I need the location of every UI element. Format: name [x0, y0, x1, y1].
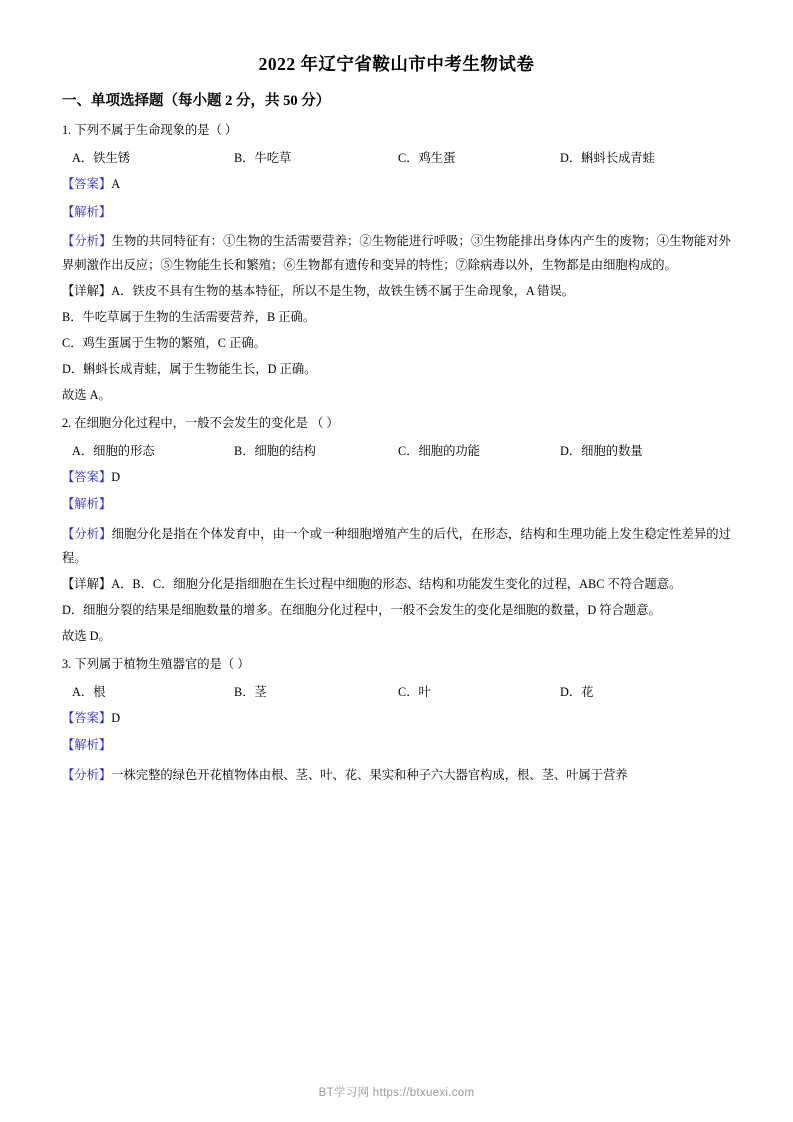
option-c[interactable]: C．鸡生蛋 [398, 150, 456, 165]
question-block [62, 121, 731, 408]
option-b[interactable]: B．细胞的结构 [234, 443, 316, 458]
option-a[interactable]: A．铁生锈 [72, 150, 131, 165]
question-stem: 2. 在细胞分化过程中，一般不会发生的变化是 （ ） [62, 416, 339, 431]
option-c[interactable]: C．细胞的功能 [398, 443, 480, 458]
analysis-head-line [62, 736, 731, 756]
answer-value: D [111, 469, 121, 484]
analysis-label: 【分析】 [62, 527, 112, 542]
answer-value: A [111, 176, 121, 191]
option-d[interactable]: D．蝌蚪长成青蛙 [560, 150, 655, 165]
analysis-label: 【分析】 [62, 767, 112, 782]
site-watermark: BT学习网 https://btxuexi.com [318, 1087, 475, 1099]
analysis-text: 生物的共同特征有：①生物的生活需要营养；②生物能进行呼吸；③生物能排出身体内产生的废物；④生物能对外界刺激作出反应；⑤生物能生长和繁殖；⑥生物都有遗传和变异的特性；⑦除病毒以外，生物都是由细胞构成的。 [62, 234, 731, 273]
question-block [62, 414, 731, 649]
detail-paragraph: 【详解】A．B．C．细胞分化是指细胞在生长过程中细胞的形态、结构和功能发生变化的过程，ABC 不符合题意。 [62, 577, 682, 591]
option-a[interactable]: A．根 [72, 684, 106, 699]
option-b[interactable]: B．茎 [234, 684, 267, 699]
conclusion-paragraph: 故选 A。 [62, 388, 111, 403]
analysis-head-label: 【解析】 [62, 738, 112, 753]
detail-paragraph: D．蝌蚪长成青蛙，属于生物能生长，D 正确。 [62, 362, 317, 377]
analysis-head-line [62, 495, 731, 515]
analysis-head-line [62, 203, 731, 223]
analysis-label: 【分析】 [62, 234, 112, 249]
analysis-text: 细胞分化是指在个体发育中，由一个或一种细胞增殖产生的后代，在形态，结构和生理功能上发生稳定性差异的过程。 [62, 527, 731, 566]
analysis-head-label: 【解析】 [62, 204, 112, 219]
answer-line [62, 175, 731, 195]
detail-paragraph: C．鸡生蛋属于生物的繁殖，C 正确。 [62, 336, 266, 351]
question-stem: 1. 下列不属于生命现象的是（ ） [62, 123, 238, 138]
analysis-text: 一株完整的绿色开花植物体由根、茎、叶、花、果实和种子六大器官构成，根、茎、叶属于营养 [111, 767, 628, 782]
detail-paragraph: B．牛吃草属于生物的生活需要营养，B 正确。 [62, 310, 316, 325]
analysis-paragraph [62, 230, 731, 278]
detail-paragraph: 【详解】A．铁皮不具有生物的基本特征，所以不是生物，故铁生锈不属于生命现象，A 错误。 [62, 284, 575, 299]
option-row [62, 149, 731, 166]
option-row [62, 683, 731, 700]
section-heading: 一、单项选择题（每小题 2 分，共 50 分） [62, 92, 331, 109]
option-d[interactable]: D．花 [560, 684, 594, 699]
answer-line [62, 468, 731, 488]
analysis-paragraph [62, 523, 731, 571]
answer-label: 【答案】 [62, 176, 112, 191]
option-b[interactable]: B．牛吃草 [234, 150, 292, 165]
answer-label: 【答案】 [62, 469, 112, 484]
page-title: 2022 年辽宁省鞍山市中考生物试卷 [258, 54, 535, 74]
analysis-head-label: 【解析】 [62, 497, 112, 512]
analysis-paragraph [62, 764, 731, 788]
detail-paragraph: D．细胞分裂的结果是细胞数量的增多。在细胞分化过程中，一般不会发生的变化是细胞的数量，D 符合题意。 [62, 602, 661, 617]
option-c[interactable]: C．叶 [398, 684, 431, 699]
option-d[interactable]: D．细胞的数量 [560, 443, 643, 458]
answer-label: 【答案】 [62, 710, 112, 725]
answer-line [62, 709, 731, 729]
option-a[interactable]: A．细胞的形态 [72, 443, 155, 458]
option-row [62, 442, 731, 459]
question-block [62, 655, 731, 788]
answer-value: D [111, 710, 121, 725]
question-stem: 3. 下列属于植物生殖器官的是（ ） [62, 656, 250, 671]
conclusion-paragraph: 故选 D。 [62, 628, 111, 643]
